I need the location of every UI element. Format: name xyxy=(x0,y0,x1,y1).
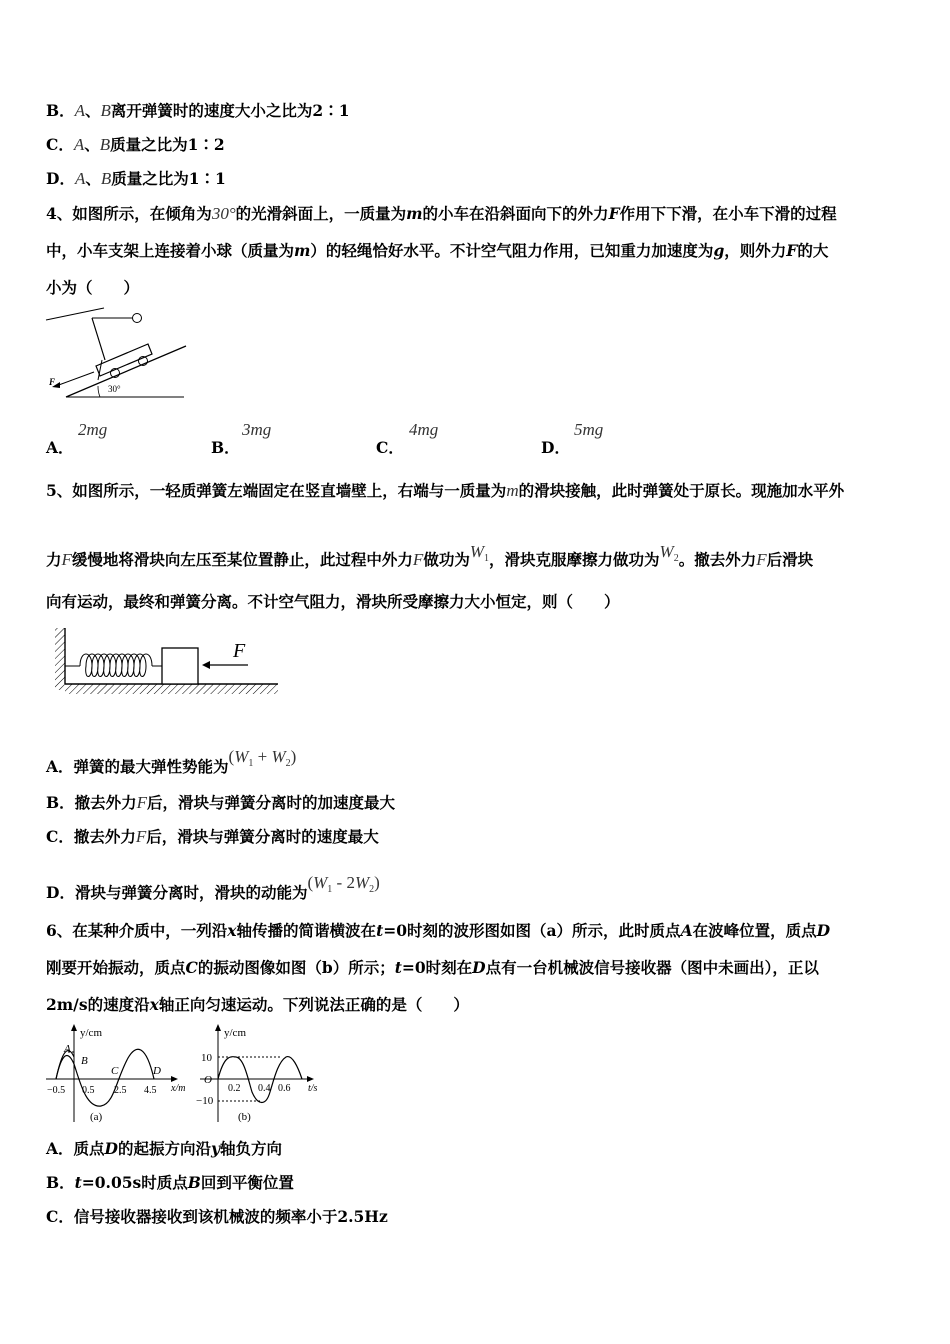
question-number: 4、 xyxy=(46,204,73,223)
slider-block xyxy=(162,648,198,684)
q6-stem-line2 xyxy=(46,957,819,979)
text: 后滑块 xyxy=(766,550,814,569)
sep: 、 xyxy=(85,101,101,120)
q4-stem-line1 xyxy=(46,203,837,225)
var-c: C xyxy=(185,958,198,977)
w: W xyxy=(469,542,484,561)
sub: 1 xyxy=(484,553,489,564)
cart-back xyxy=(98,360,102,380)
q6-option-b xyxy=(46,1172,294,1194)
tick: 2.5 xyxy=(114,1085,127,1096)
var-g: g xyxy=(713,241,725,260)
text: 力 xyxy=(46,550,62,569)
q6-option-a xyxy=(46,1138,282,1160)
var-d: D xyxy=(472,958,486,977)
w: W xyxy=(271,747,286,766)
q3-option-d xyxy=(46,168,226,190)
sub: 2 xyxy=(369,884,375,895)
y-label: y/cm xyxy=(224,1027,246,1039)
point-b: B xyxy=(81,1055,88,1067)
text: 轴正向匀速运动。下列说法正确的是（ ） xyxy=(158,995,469,1014)
arrowhead xyxy=(202,661,210,669)
point-d: D xyxy=(153,1065,161,1077)
option-text: 离开弹簧时的速度大小之比为2∶1 xyxy=(110,101,350,120)
q3-option-b xyxy=(46,100,349,122)
var-b: B xyxy=(187,1173,201,1192)
sep: 、 xyxy=(85,169,101,188)
floor-hatch xyxy=(65,684,278,694)
var-t: t xyxy=(376,921,384,940)
force-arrow xyxy=(56,372,94,386)
arrowhead xyxy=(307,1076,314,1082)
q6-stem-line3 xyxy=(46,994,469,1016)
q5-option-c xyxy=(46,826,379,848)
q5-spring-figure xyxy=(52,626,280,698)
text: 。撤去外力 xyxy=(678,550,757,569)
q4-option-a-value: 2mg xyxy=(78,420,108,439)
var-b: B xyxy=(100,101,111,120)
text: 小为（ ） xyxy=(46,278,140,297)
angle-arc xyxy=(98,386,100,397)
q6-stem-line1 xyxy=(46,920,830,942)
paren: ( xyxy=(228,747,235,766)
text: 如图所示，一轻质弹簧左端固定在竖直墙壁上，右端与一质量为 xyxy=(72,481,507,500)
arrowhead xyxy=(71,1024,77,1031)
text: 的大 xyxy=(797,241,829,260)
op: - 2 xyxy=(332,873,355,892)
sub: 2 xyxy=(673,553,679,564)
var-x: x xyxy=(227,921,237,940)
var-t: t xyxy=(74,1173,82,1192)
text: 作用下下滑，在小车下滑的过程 xyxy=(619,204,837,223)
q5-stem-line2 xyxy=(46,541,813,571)
q6-option-c xyxy=(46,1206,388,1228)
arrowhead xyxy=(171,1076,178,1082)
var-m: m xyxy=(506,481,519,500)
var-f: F xyxy=(136,793,147,812)
tick: 4.5 xyxy=(144,1085,157,1096)
w: W xyxy=(234,747,249,766)
q5-option-d xyxy=(46,872,380,904)
var-f: F xyxy=(756,550,767,569)
cart-support xyxy=(92,318,105,360)
origin: O xyxy=(204,1074,212,1086)
text: =0.05s时质点 xyxy=(81,1173,188,1192)
q4-option-b-label: B． xyxy=(211,438,240,457)
option-text: 质量之比为1∶1 xyxy=(111,169,226,188)
paren: ) xyxy=(290,747,297,766)
text: 回到平衡位置 xyxy=(200,1173,294,1192)
arrowhead xyxy=(215,1024,221,1031)
var-b: B xyxy=(99,135,111,154)
sub: 1 xyxy=(248,758,254,769)
text: C．信号接收器接收到该机械波的频率小于2.5Hz xyxy=(46,1207,388,1226)
tick: 0.4 xyxy=(258,1083,271,1094)
tick: −0.5 xyxy=(47,1085,66,1096)
text: 点有一台机械波信号接收器（图中未画出），正以 xyxy=(485,958,819,977)
var-m: m xyxy=(294,241,311,260)
angle-label: 30° xyxy=(108,384,121,394)
text: 的小车在沿斜面向下的外力 xyxy=(422,204,609,223)
q5-option-a xyxy=(46,746,296,778)
text: 缓慢地将滑块向左压至某位置静止，此过程中外力 xyxy=(71,550,413,569)
text: B． xyxy=(46,1173,75,1192)
text: =0时刻的波形图如图（a）所示，此时质点 xyxy=(383,921,681,940)
q4-option-c-value: 4mg xyxy=(409,420,439,439)
point-c: C xyxy=(111,1065,119,1077)
force-label: F xyxy=(49,377,56,387)
wall-hatch xyxy=(55,628,65,690)
text: ，则外力 xyxy=(724,241,787,260)
text: 如图所示，在倾角为 xyxy=(72,204,212,223)
caption: (a) xyxy=(90,1111,103,1123)
text: A．弹簧的最大弹性势能为 xyxy=(46,757,229,776)
var-a: A xyxy=(74,101,85,120)
question-number: 5、 xyxy=(46,481,73,500)
var-d: D xyxy=(816,921,831,940)
angle: 30° xyxy=(211,204,236,223)
q6-vibration-figure-b xyxy=(190,1022,330,1126)
q5-stem-line1 xyxy=(46,480,844,502)
var-f: F xyxy=(786,241,798,260)
ytick: 10 xyxy=(201,1052,212,1064)
text: 中，小车支架上连接着小球（质量为 xyxy=(46,241,295,260)
text: 在波峰位置，质点 xyxy=(692,921,817,940)
paren: ) xyxy=(374,873,380,892)
q3-option-c xyxy=(46,134,225,156)
text: 2m/s的速度沿 xyxy=(46,995,150,1014)
text: 做功为 xyxy=(423,550,470,569)
text: 后，滑块与弹簧分离时的加速度最大 xyxy=(147,793,396,812)
q4-option-b-value: 3mg xyxy=(242,420,272,439)
option-label: C． xyxy=(46,135,74,154)
text: =0时刻在 xyxy=(401,958,473,977)
q4-option-d-label: D． xyxy=(541,438,570,457)
point-a: A xyxy=(64,1043,71,1055)
option-label: B． xyxy=(46,101,75,120)
var-a: A xyxy=(73,135,85,154)
var-x: x xyxy=(149,995,159,1014)
var-a: A xyxy=(74,169,86,188)
text: 后，滑块与弹簧分离时的速度最大 xyxy=(146,827,379,846)
y-label: y/cm xyxy=(80,1027,102,1039)
tick: 0.5 xyxy=(82,1085,95,1096)
var-b: B xyxy=(100,169,112,188)
var-f: F xyxy=(412,550,424,569)
var-f: F xyxy=(61,550,72,569)
q4-option-c-label: C． xyxy=(376,438,404,457)
text: 向有运动，最终和弹簧分离。不计空气阻力，滑块所受摩擦力大小恒定，则（ ） xyxy=(46,592,620,611)
q4-option-a-label: A． xyxy=(46,438,74,457)
text: B．撤去外力 xyxy=(46,793,137,812)
ytick: −10 xyxy=(196,1095,214,1107)
sep: 、 xyxy=(84,135,100,154)
ball xyxy=(133,314,142,323)
var-w1 xyxy=(469,542,489,564)
text: 刚要开始振动，质点 xyxy=(46,958,186,977)
q6-wave-figure-a xyxy=(44,1022,194,1126)
text: 的起振方向沿 xyxy=(117,1139,211,1158)
tick: 0.6 xyxy=(278,1083,291,1094)
text: D．滑块与弹簧分离时，滑块的动能为 xyxy=(46,883,308,902)
op: + xyxy=(253,747,272,766)
x-label: x/m xyxy=(171,1083,186,1094)
caption: (b) xyxy=(238,1111,251,1123)
spring-coils xyxy=(80,654,152,677)
text: 轴传播的简谐横波在 xyxy=(236,921,377,940)
option-text: 质量之比为1∶2 xyxy=(110,135,225,154)
q5-option-b xyxy=(46,792,395,814)
tick: 0.2 xyxy=(228,1083,241,1094)
text: 6、在某种介质中，一列沿 xyxy=(46,921,228,940)
text: 轴负方向 xyxy=(220,1139,283,1158)
var-w2 xyxy=(659,542,679,564)
var-d: D xyxy=(104,1139,118,1158)
var-a: A xyxy=(680,921,693,940)
paren: ( xyxy=(307,873,314,892)
option-label: D． xyxy=(46,169,75,188)
text: 的光滑斜面上，一质量为 xyxy=(235,204,407,223)
expr xyxy=(228,747,297,769)
vibration-curve xyxy=(218,1057,302,1103)
w: W xyxy=(313,873,328,892)
text: 的滑块接触，此时弹簧处于原长。现施加水平外 xyxy=(518,481,845,500)
text: ，滑块克服摩擦力做功为 xyxy=(489,550,660,569)
q5-stem-line3 xyxy=(46,591,620,613)
q4-option-d-value: 5mg xyxy=(574,420,604,439)
text: C．撤去外力 xyxy=(46,827,136,846)
q4-stem-line3 xyxy=(46,277,139,299)
q4-incline-figure xyxy=(44,306,189,400)
w: W xyxy=(354,873,370,892)
var-f: F xyxy=(608,204,620,223)
w: W xyxy=(659,542,674,561)
x-label: t/s xyxy=(308,1083,318,1094)
sub: 1 xyxy=(327,884,333,895)
var-f: F xyxy=(135,827,147,846)
sub: 2 xyxy=(285,758,291,769)
text: 的振动图像如图（b）所示； xyxy=(197,958,395,977)
text: ）的轻绳恰好水平。不计空气阻力作用，已知重力加速度为 xyxy=(310,241,714,260)
wave-curve xyxy=(56,1049,154,1106)
var-y: y xyxy=(211,1139,221,1158)
var-m: m xyxy=(406,204,423,223)
text: A．质点 xyxy=(46,1139,105,1158)
q4-stem-line2 xyxy=(46,240,828,262)
force-label: F xyxy=(233,640,246,662)
expr xyxy=(307,873,380,895)
var-t: t xyxy=(394,958,402,977)
